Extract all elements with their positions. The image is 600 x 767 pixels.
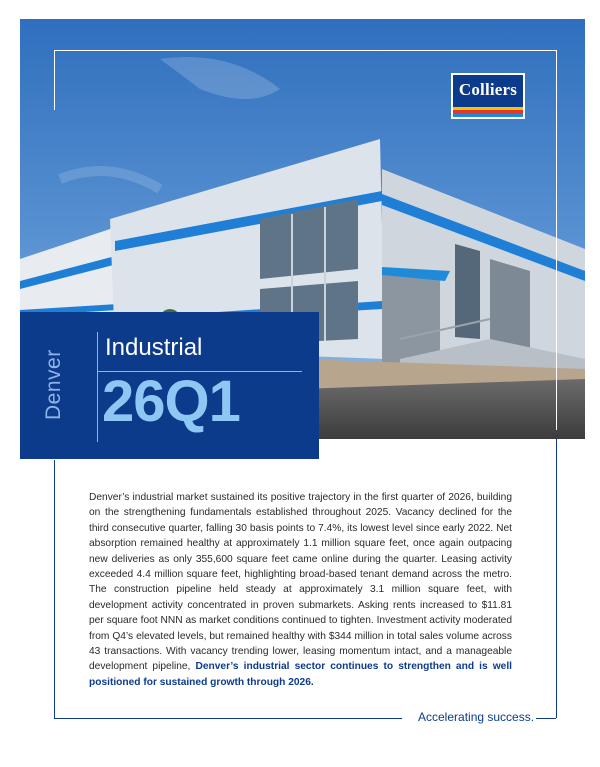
report-title-box (20, 312, 319, 459)
frame-line-left (54, 50, 55, 110)
summary-emphasis: Denver’s industrial sector continues to strengthen and is well positioned for sustained growth through 2026. (89, 661, 512, 688)
title-divider-vertical (97, 332, 98, 442)
colliers-logo (451, 73, 525, 119)
frame-line-top (54, 50, 556, 51)
frame-line-body-left (54, 460, 55, 718)
summary-body: Denver’s industrial market sustained its positive trajectory in the first quarter of 2026, building on the strengthening fundamentals established throughout 2025. Vacancy declined for the third consecutive quarter, falling 30 basis points to 7.4%, its lowest level since early 2022. Net absorption remained healthy at approximately 1.1 million square feet, once again outpacing new deliveries as only 355,600 square feet came online during the quarter. Leasing activity exceeded 4.4 million square feet, highlighting broad-based tenant demand across the metro. The construction pipeline held steady at approximately 3.1 million square feet, with development activity concentrated in proven submarkets. Asking rents increased to $11.81 per square foot NNN as market conditions continued to tighten. Investment activity moderated from Q4’s elevated levels, but remained healthy with $344 million in total sales volume across 43 transactions. With vacancy trending lower, leasing momentum intact, and a manageable development pipeline, (89, 492, 512, 673)
frame-line-body-bottom-right (536, 718, 556, 719)
logo-wordmark: Colliers (458, 80, 518, 99)
city-label: Denver (42, 349, 65, 420)
tagline: Accelerating success. (418, 710, 535, 724)
quarter-label: 26Q1 (102, 369, 240, 434)
sector-label: Industrial (105, 334, 203, 361)
frame-line-body-right (556, 439, 557, 718)
frame-line-body-bottom (54, 718, 402, 719)
frame-line-right (556, 50, 557, 430)
market-summary (89, 490, 512, 690)
logo-stripes (453, 107, 523, 117)
